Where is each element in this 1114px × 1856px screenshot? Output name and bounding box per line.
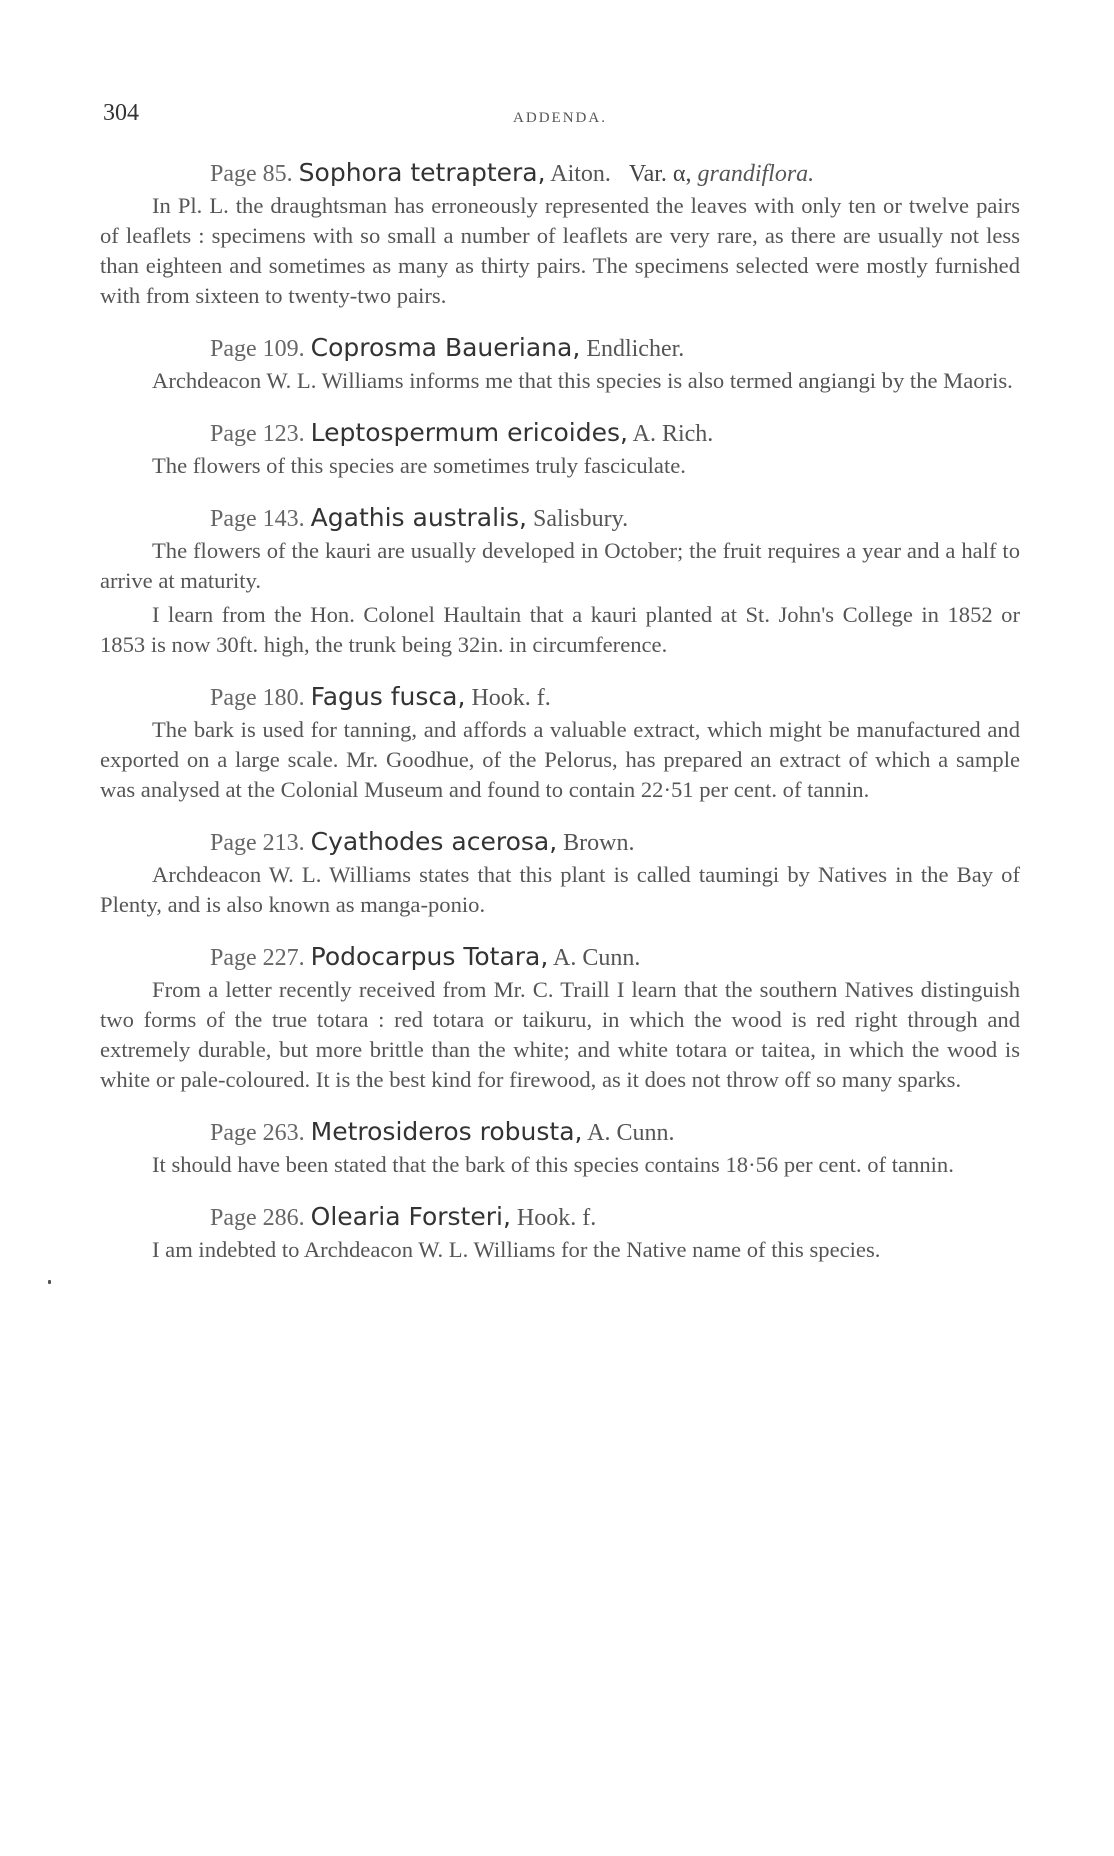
entry-paragraph: The flowers of this species are sometimes truly fasciculate. xyxy=(152,453,686,478)
species-name: Leptospermum ericoides, xyxy=(310,418,628,447)
species-name: Podocarpus Totara, xyxy=(310,942,549,971)
entry-heading xyxy=(100,416,1020,451)
entry-olearia xyxy=(100,1200,1020,1265)
page-reference: Page 227. xyxy=(210,945,305,971)
authority: A. Cunn. xyxy=(553,945,641,971)
page-header xyxy=(100,100,1020,140)
entry-heading xyxy=(100,825,1020,860)
entry-leptospermum xyxy=(100,416,1020,481)
authority: A. Rich. xyxy=(632,421,714,447)
variety-name: grandiflora. xyxy=(697,161,815,187)
entry-metrosideros xyxy=(100,1115,1020,1180)
species-name: Coprosma Baueriana, xyxy=(310,333,581,362)
entry-paragraph: In Pl. L. the draughtsman has erroneously represented the leaves with only ten or twelve pairs of leaflets : specimens with so small a number of leaflets are very rare, as there are usually not less than eighteen and sometimes as many as thirty pairs. The specimens selected were mostly furnished with from sixteen to twenty-two pairs. xyxy=(100,193,1020,308)
entry-fagus xyxy=(100,680,1020,805)
authority: A. Cunn. xyxy=(587,1120,675,1146)
species-name: Cyathodes acerosa, xyxy=(310,827,558,856)
authority: Brown. xyxy=(563,830,635,856)
entry-paragraph: It should have been stated that the bark of this species contains 18·56 per cent. of tannin. xyxy=(152,1152,954,1177)
variety xyxy=(617,161,814,187)
page-reference: Page 180. xyxy=(210,685,305,711)
entry-heading xyxy=(100,1200,1020,1235)
page-reference: Page 263. xyxy=(210,1120,305,1146)
entry-sophora xyxy=(100,156,1020,311)
running-title: ADDENDA. xyxy=(513,110,607,126)
authority: Hook. f. xyxy=(516,1205,597,1231)
page-reference: Page 286. xyxy=(210,1205,305,1231)
page-number: 304 xyxy=(103,100,139,126)
entry-coprosma xyxy=(100,331,1020,396)
entry-paragraph: Archdeacon W. L. Williams states that this plant is called taumingi by Natives in the Bay of Plenty, and is also known as manga-ponio. xyxy=(100,862,1020,917)
species-name: Fagus fusca, xyxy=(310,682,466,711)
entry-paragraph: I am indebted to Archdeacon W. L. Williams for the Native name of this species. xyxy=(152,1237,881,1262)
page-reference: Page 123. xyxy=(210,421,305,447)
species-name: Metrosideros robusta, xyxy=(310,1117,583,1146)
entry-paragraph: The bark is used for tanning, and affords a valuable extract, which might be manufactured and exported on a large scale. Mr. Goodhue, of the Pelorus, has prepared an extract of which a sample was analysed at the Colonial Museum and found to contain 22·51 per cent. of tannin. xyxy=(100,717,1020,802)
species-name: Agathis australis, xyxy=(310,503,527,532)
entry-podocarpus xyxy=(100,940,1020,1095)
entry-heading xyxy=(100,940,1020,975)
entry-heading xyxy=(100,156,1020,191)
margin-speck xyxy=(48,1280,51,1284)
page-reference: Page 213. xyxy=(210,830,305,856)
entry-heading xyxy=(100,1115,1020,1150)
page-reference: Page 143. xyxy=(210,506,305,532)
entry-heading xyxy=(100,331,1020,366)
variety-label: Var. α, xyxy=(628,161,692,187)
authority: Hook. f. xyxy=(471,685,551,711)
entry-paragraph: Archdeacon W. L. Williams informs me that this species is also termed angiangi by the Maoris. xyxy=(152,368,1013,393)
authority: Endlicher. xyxy=(586,336,685,362)
entry-heading xyxy=(100,501,1020,536)
entry-paragraph: I learn from the Hon. Colonel Haultain that a kauri planted at St. John's College in 1852 or 1853 is now 30ft. high, the trunk being 32in. in circumference. xyxy=(100,602,1020,657)
entry-agathis xyxy=(100,501,1020,660)
entry-heading xyxy=(100,680,1020,715)
addenda-entries xyxy=(100,156,1020,1285)
entry-cyathodes xyxy=(100,825,1020,920)
page-reference: Page 85. xyxy=(210,161,293,187)
authority: Salisbury. xyxy=(532,506,629,532)
page-reference: Page 109. xyxy=(210,336,305,362)
entry-paragraph: The flowers of the kauri are usually developed in October; the fruit requires a year and a half to arrive at maturity. xyxy=(100,538,1020,593)
species-name: Olearia Forsteri, xyxy=(310,1202,511,1231)
authority: Aiton. xyxy=(550,161,611,187)
entry-paragraph: From a letter recently received from Mr. C. Traill I learn that the southern Natives distinguish two forms of the true totara : red totara or taikuru, in which the wood is red right through and extremely durable, but more brittle than the white; and white totara or taitea, in which the wood is white or pale-coloured. It is the best kind for firewood, as it does not throw off so many sparks. xyxy=(100,977,1020,1092)
species-name: Sophora tetraptera, xyxy=(298,158,546,187)
